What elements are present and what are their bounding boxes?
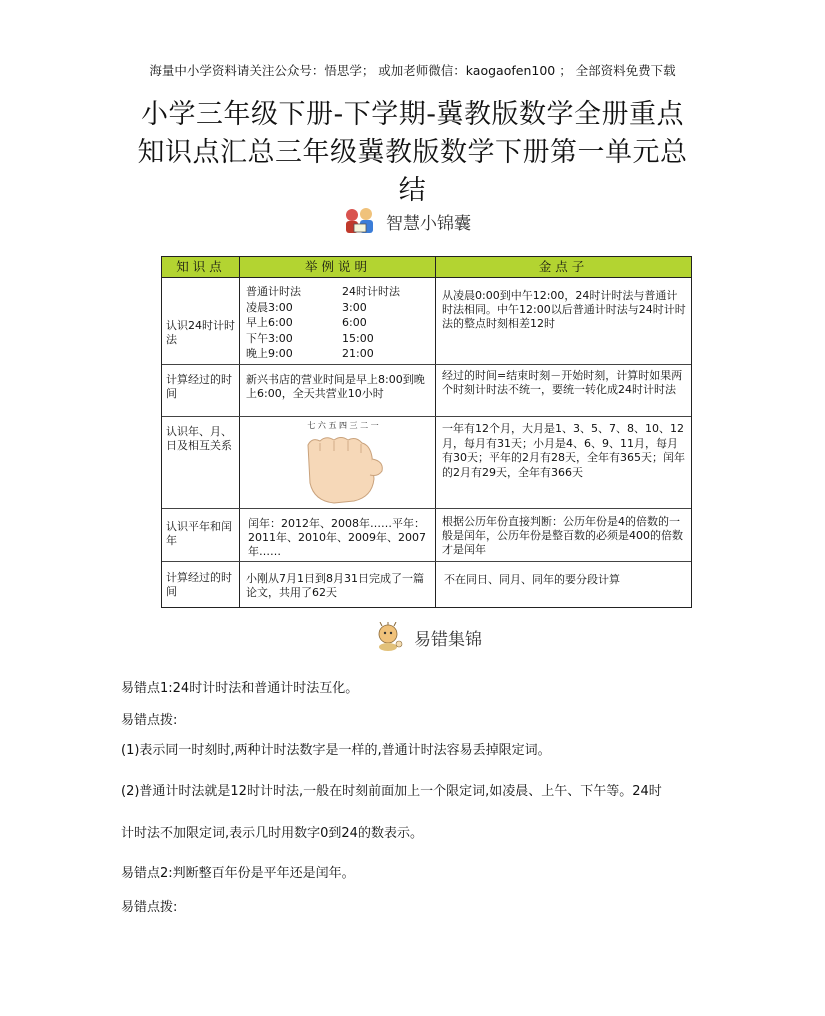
table-row-tip: 从凌晨0:00到中午12:00，24时计时法与普通计时法相同。中午12:00以后普通计时法与24时计时法的整点时刻相差12时 — [442, 289, 686, 330]
table-row-topic: 认识24时计时法 — [166, 319, 235, 346]
row-divider — [162, 561, 691, 562]
row-divider — [162, 416, 691, 417]
paragraph: 计时法不加限定词,表示几时用数字0到24的数表示。 — [121, 826, 423, 841]
page-title — [120, 96, 705, 210]
paragraph: 易错点拨: — [121, 900, 178, 915]
table-header-tip: 金点子 — [436, 257, 691, 278]
fist-month-counting-icon — [298, 421, 408, 511]
paragraph: (2)普通计时法就是12时计时法,一般在时刻前面加上一个限定词,如凌晨、上午、下午等。24时 — [121, 784, 662, 799]
knowledge-table — [161, 256, 692, 608]
list-item: 晚上9:00 21:00 — [246, 347, 374, 360]
list-item: 下午3:00 15:00 — [246, 331, 374, 345]
table-row-topic: 计算经过的时间 — [166, 571, 232, 598]
row-divider — [162, 364, 691, 365]
column-divider — [239, 257, 240, 607]
list-item: 普通计时法 24时计时法 — [246, 285, 400, 298]
header-note: 海量中小学资料请关注公众号：悟思学； 或加老师微信：kaogaofen100 ； 全部资料免费下载 — [149, 63, 676, 78]
month-knuckle-labels: 七 六 五 四 三 二 一 — [307, 421, 379, 430]
time-conversion-list — [246, 284, 432, 362]
paragraph: 易错点1:24时计时法和普通计时法互化。 — [121, 681, 359, 696]
paragraph: 易错点拨: — [121, 713, 178, 728]
kids-reading-icon — [342, 206, 378, 236]
table-row-topic: 认识年、月、日及相互关系 — [166, 425, 232, 452]
table-row-topic: 认识平年和闰年 — [166, 520, 232, 547]
title-line: 小学三年级下册-下学期-冀教版数学全册重点 — [141, 99, 684, 130]
thinking-kid-icon — [372, 622, 406, 652]
paragraph: 易错点2:判断整百年份是平年还是闰年。 — [121, 866, 355, 881]
column-divider — [435, 257, 436, 607]
list-item: 早上6:00 6:00 — [246, 316, 367, 329]
section-heading-tips — [342, 206, 471, 236]
table-row-tip: 一年有12个月，大月是1、3、5、7、8、10、12月，每月有31天；小月是4、6、9、11月，每月有30天；平年的2月有28天，全年有365天；闰年的2月有29天，全年有366天 — [442, 422, 685, 479]
table-row-example: 小刚从7月1日到8月31日完成了一篇论文，共用了62天 — [246, 572, 424, 599]
table-row-example: 新兴书店的营业时间是早上8:00到晚上6:00，全天共营业10小时 — [246, 373, 425, 400]
section-label: 智慧小锦囊 — [386, 213, 471, 234]
table-header-topic: 知识点 — [162, 257, 240, 278]
row-divider — [162, 508, 691, 509]
list-item: 凌晨3:00 3:00 — [246, 300, 367, 314]
title-line: 结 — [398, 175, 427, 206]
section-label: 易错集锦 — [414, 629, 482, 650]
table-row-tip: 经过的时间=结束时刻－开始时刻，计算时如果两个时刻计时法不统一，要统一转化成24时计时法 — [442, 369, 683, 396]
paragraph: (1)表示同一时刻时,两种计时法数字是一样的,普通计时法容易丢掉限定词。 — [121, 743, 551, 758]
title-line: 知识点汇总三年级冀教版数学下册第一单元总 — [137, 137, 688, 168]
table-row-tip: 根据公历年份直接判断：公历年份是4的倍数的一般是闰年，公历年份是整百数的必须是400的倍数才是闰年 — [442, 515, 683, 556]
table-row-topic: 计算经过的时间 — [166, 373, 232, 400]
section-heading-mistakes — [372, 622, 482, 652]
table-row-tip: 不在同日、同月、同年的要分段计算 — [444, 573, 620, 586]
table-header-example: 举例说明 — [240, 257, 436, 278]
table-row-example: 闰年：2012年、2008年……平年：2011年、2010年、2009年、2007年…… — [248, 517, 426, 558]
